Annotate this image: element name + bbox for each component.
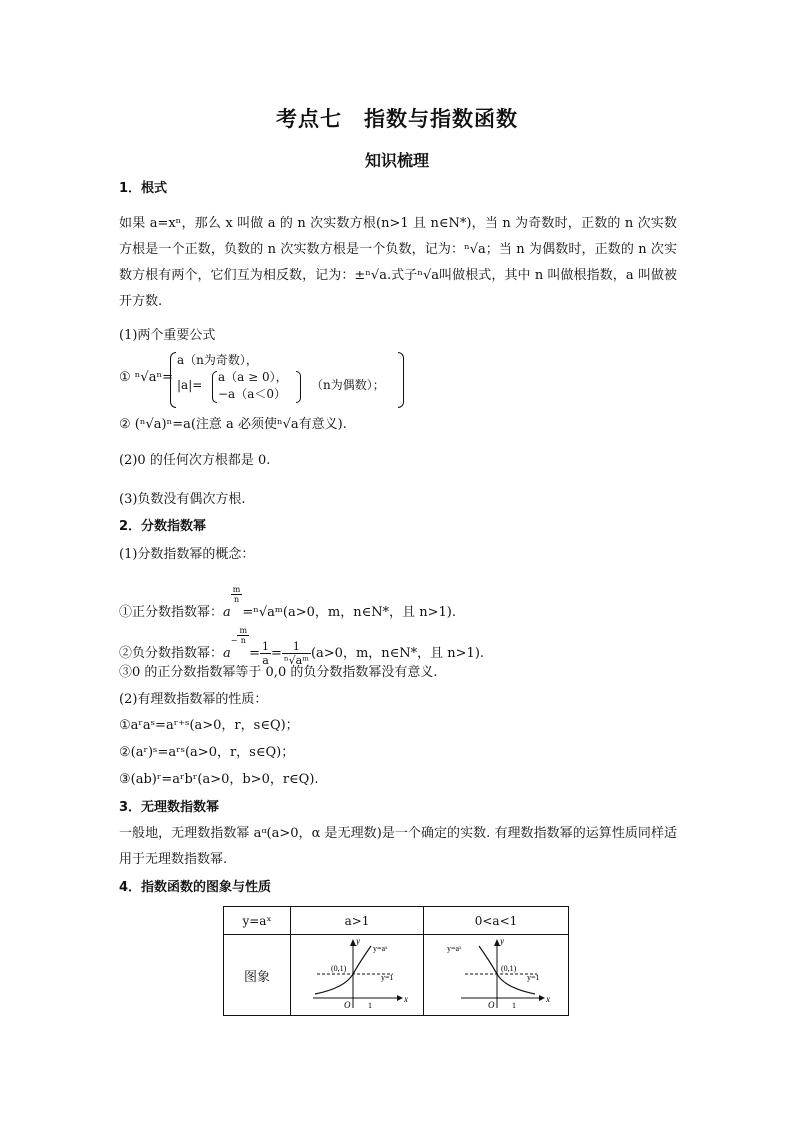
graph1-line-label: y=1 [381, 972, 394, 982]
formula-1-inner-brace [212, 371, 217, 403]
irrational-paragraph: 一般地，无理数指数幂 aᵅ(a>0，α 是无理数)是一个确定的实数. 有理数指数幂的运算性质同样适用于无理数指数幂. [119, 826, 677, 867]
graph-cell-increasing [291, 935, 424, 1016]
formula-1-brace [170, 352, 176, 408]
formula-1-abs: |a|= [177, 378, 203, 392]
graph-cell-decreasing [424, 935, 569, 1016]
decreasing-exponential-graph [431, 936, 561, 1012]
radicals-paragraph: 如果 a=xⁿ，那么 x 叫做 a 的 n 次实数方根(n>1 且 n∈N*)，当 n 为奇数时，正数的 n 次实数方根是一个正数，负数的 n 次实数方根是一个负数，记为：ⁿ√a；当 n 为偶数时，正数的 n 次实数方根有两个，它们互为相反数，记为：±ⁿ√a.式子ⁿ√a叫做根式，其中 n 叫做根指数，a 叫做被开方数. [119, 216, 677, 309]
graph1-origin-label: O [344, 999, 351, 1010]
heading-exponential-function: 4．指数函数的图象与性质 [119, 880, 272, 895]
negative-root-note: (3)负数没有偶次方根. [119, 492, 246, 507]
graph1-curve-label: y=aˣ [373, 943, 388, 953]
table-header-a-between-0-1: 0<a<1 [424, 907, 569, 935]
rational-property-2: ②(aʳ)ˢ=aʳˢ(a>0，r，s∈Q)； [119, 745, 295, 760]
fractional-concept-label: (1)分数指数幂的概念： [119, 547, 255, 562]
section-subtitle: 知识梳理 [364, 151, 429, 170]
heading-radicals: 1．根式 [119, 181, 168, 196]
table-header-a-gt-1: a>1 [291, 907, 424, 935]
formula-1-even-note: （n为偶数）； [311, 378, 385, 392]
table-header-function: y=aˣ [224, 907, 291, 935]
page-title: 考点七 指数与指数函数 [276, 107, 518, 131]
zero-fractional-note: ③0 的正分数指数幂等于 0,0 的负分数指数幂没有意义. [119, 665, 438, 680]
graph2-line-label: y=1 [527, 972, 540, 982]
graph2-origin-label: O [488, 999, 495, 1010]
two-formulas-label: (1)两个重要公式 [119, 328, 216, 343]
rational-property-3: ③(ab)ʳ=aʳbʳ(a>0，b>0，r∈Q). [119, 772, 319, 787]
heading-fractional-exponent: 2．分数指数幂 [119, 519, 207, 534]
graph1-one-label: 1 [368, 1000, 372, 1010]
rational-property-1: ①aʳaˢ=aʳ⁺ˢ(a>0，r，s∈Q)； [119, 718, 299, 733]
heading-irrational-exponent: 3．无理数指数幂 [119, 800, 220, 815]
graph1-point-label: (0,1) [331, 963, 347, 973]
graph2-point-label: (0,1) [501, 963, 517, 973]
formula-1-lead: ① ⁿ√aⁿ= [119, 370, 173, 385]
graph2-y-axis-label: y [500, 935, 504, 946]
formula-1-case-neg: −a（a＜0） [218, 387, 286, 401]
zero-root-note: (2)0 的任何次方根都是 0. [119, 453, 271, 468]
increasing-exponential-graph [297, 936, 417, 1012]
graph2-x-axis-label: x [546, 993, 550, 1004]
formula-1-case-nonneg: a（a ≥ 0）， [218, 370, 288, 384]
rational-properties-label: (2)有理数指数幂的性质： [119, 692, 268, 707]
graph1-x-axis-label: x [404, 993, 408, 1004]
graph2-curve-label: y=aˣ [447, 943, 462, 953]
exponential-function-table [223, 906, 569, 1016]
formula-1-inner-close [296, 371, 301, 403]
formula-1-close [398, 352, 404, 408]
formula-1-case-odd: a（n为奇数）， [177, 353, 258, 367]
formula-2: ② (ⁿ√a)ⁿ=a(注意 a 必须使ⁿ√a有意义). [119, 417, 347, 432]
positive-fractional-exponent: ①正分数指数幂：a $\frac{m}{n}$ =ⁿ√aᵐ(a>0，m，n∈N*，且 n>1). [119, 585, 456, 620]
negative-fractional-exponent: ②负分数指数幂：a− $\frac{m}{n}$ = $\frac{1}{a}$ = $\frac{1}{\text{ⁿ√aᵐ}}$ (a>0，m，n∈N*，且 n>1). [119, 626, 485, 667]
graph1-y-axis-label: y [356, 935, 360, 946]
graph2-one-label: 1 [512, 1000, 516, 1010]
table-row-label-graph: 图象 [224, 935, 291, 1016]
